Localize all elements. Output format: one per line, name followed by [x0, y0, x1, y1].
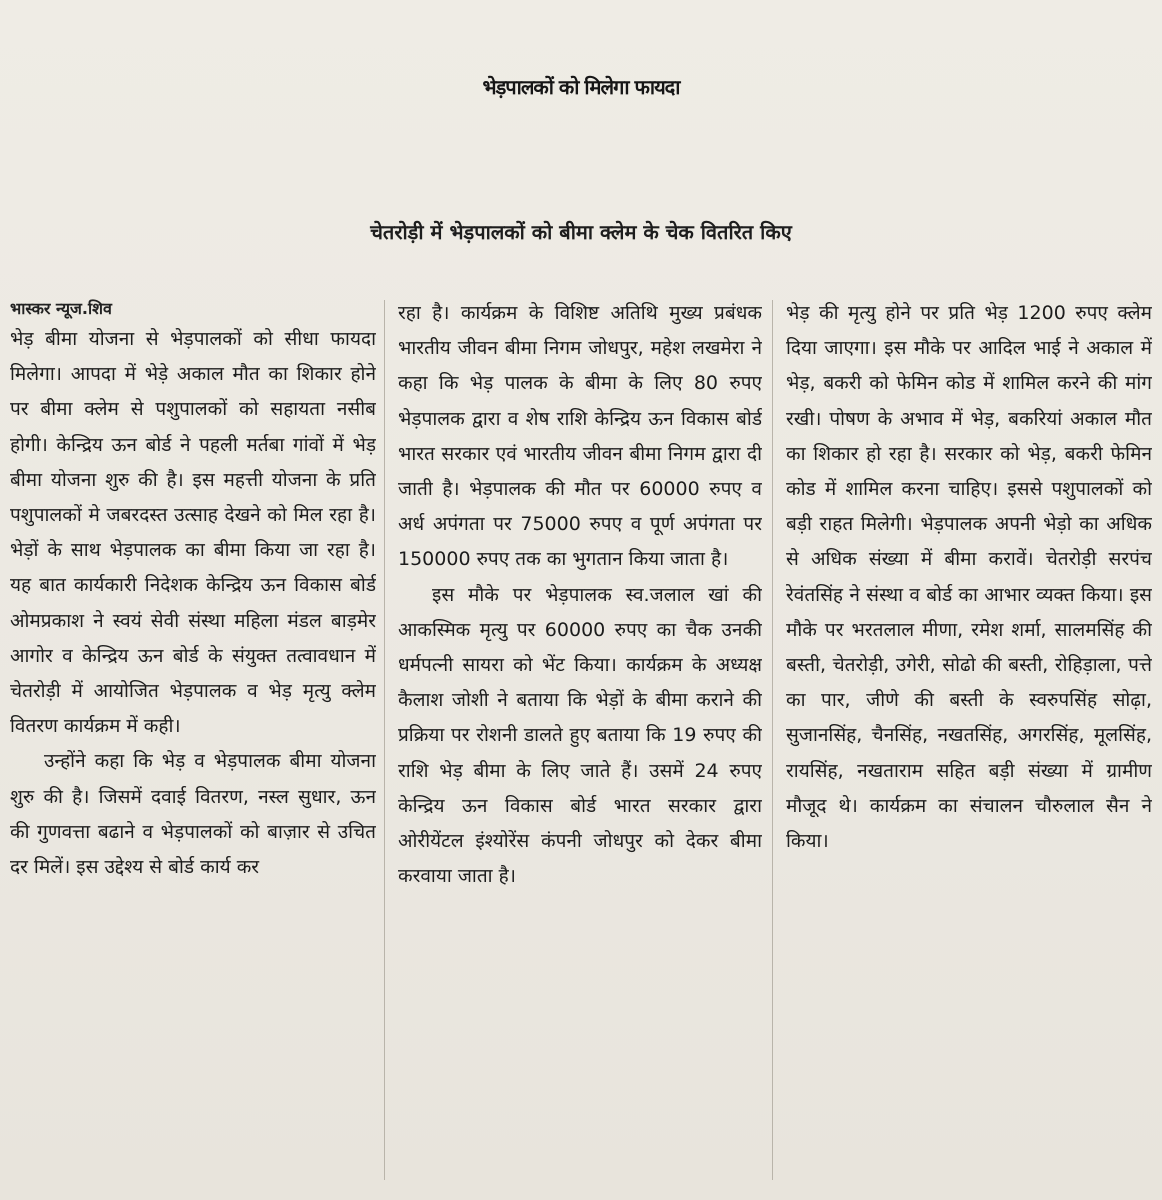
subheadline: चेतरोड़ी में भेड़पालकों को बीमा क्लेम के चेक वितरित किए: [370, 220, 792, 244]
headline: भेड़पालकों को मिलेगा फायदा: [482, 75, 680, 99]
article-paragraph: भेड़ की मृत्यु होने पर प्रति भेड़ 1200 रुपए क्लेम दिया जाएगा। इस मौके पर आदिल भाई ने अकाल में भेड़, बकरी को फेमिन कोड में शामिल करने की मांग रखी। पोषण के अभाव में भेड़, बकरियां अकाल मौत का शिकार हो रहा है। सरकार को भेड़, बकरी फेमिन कोड में शामिल करना चाहिए। इससे पशुपालकों को बड़ी राहत मिलेगी। भेड़पालक अपनी भेड़ो का अधिक से अधिक संख्या में बीमा करावें। चेतरोड़ी सरपंच रेवंतसिंह ने संस्था व बोर्ड का आभार व्यक्त किया। इस मौके पर भरतलाल मीणा, रमेश शर्मा, सालमसिंह की बस्ती, चेतरोड़ी, उगेरी, सोढो की बस्ती, रोहिड़ाला, पत्ते का पार, जीणे की बस्ती के स्वरुपसिंह सोढ़ा, सुजानसिंह, चैनसिंह, नखतसिंह, अगरसिंह, मूलसिंह, रायसिंह, नखताराम सहित बड़ी संख्या में ग्रामीण मौजूद थे। कार्यक्रम का संचालन चौरुलाल सैन ने किया।: [786, 302, 1152, 853]
column-divider: [384, 300, 385, 1180]
article-paragraph: उन्होंने कहा कि भेड़ व भेड़पालक बीमा योजना शुरु की है। जिसमें दवाई वितरण, नस्ल सुधार, ऊन की गुणवत्ता बढाने व भेड़पालकों को बाज़ार से उचित दर मिलें। इस उद्देश्य से बोर्ड कार्य कर: [10, 750, 376, 879]
article-column-3: [786, 296, 1152, 1186]
column-divider: [772, 300, 773, 1180]
byline: भास्कर न्यूज.शिव: [10, 299, 112, 318]
article-column-2: [398, 296, 762, 1186]
article-paragraph: भेड़ बीमा योजना से भेड़पालकों को सीधा फायदा मिलेगा। आपदा में भेड़े अकाल मौत का शिकार होने पर बीमा क्लेम से पशुपालकों को सहायता नसीब होगी। केन्द्रिय ऊन बोर्ड ने पहली मर्तबा गांवों में भेड़ बीमा योजना शुरु की है। इस महत्ती योजना के प्रति पशुपालकों मे जबरदस्त उत्साह देखने को मिल रहा है। भेड़ों के साथ भेड़पालक का बीमा किया जा रहा है। यह बात कार्यकारी निदेशक केन्द्रिय ऊन विकास बोर्ड ओमप्रकाश ने स्वयं सेवी संस्था महिला मंडल बाड़मेर आगोर व केन्द्रिय ऊन बोर्ड के संयुक्त तत्वावधान में चेतरोड़ी में आयोजित भेड़पालक व भेड़ मृत्यु क्लेम वितरण कार्यक्रम में कही।: [10, 328, 376, 738]
article-paragraph: रहा है। कार्यक्रम के विशिष्ट अतिथि मुख्य प्रबंधक भारतीय जीवन बीमा निगम जोधपुर, महेश लखमेरा ने कहा कि भेड़ पालक के बीमा के लिए 80 रुपए भेड़पालक द्वारा व शेष राशि केन्द्रिय ऊन विकास बोर्ड भारत सरकार एवं भारतीय जीवन बीमा निगम द्वारा दी जाती है। भेड़पालक की मौत पर 60000 रुपए व अर्ध अपंगता पर 75000 रुपए व पूर्ण अपंगता पर 150000 रुपए तक का भुगतान किया जाता है।: [398, 302, 762, 571]
article-column-1: [10, 296, 376, 1186]
article-paragraph: इस मौके पर भेड़पालक स्व.जलाल खां की आकस्मिक मृत्यु पर 60000 रुपए का चैक उनकी धर्मपत्नी सायरा को भेंट किया। कार्यक्रम के अध्यक्ष कैलाश जोशी ने बताया कि भेड़ों के बीमा कराने की प्रक्रिया पर रोशनी डालते हुए बताया कि 19 रुपए की राशि भेड़ बीमा के लिए जाते हैं। उसमें 24 रुपए केन्द्रिय ऊन विकास बोर्ड भारत सरकार द्वारा ओरीयेंटल इंश्योरेंस कंपनी जोधपुर को देकर बीमा करवाया जाता है।: [398, 583, 762, 888]
